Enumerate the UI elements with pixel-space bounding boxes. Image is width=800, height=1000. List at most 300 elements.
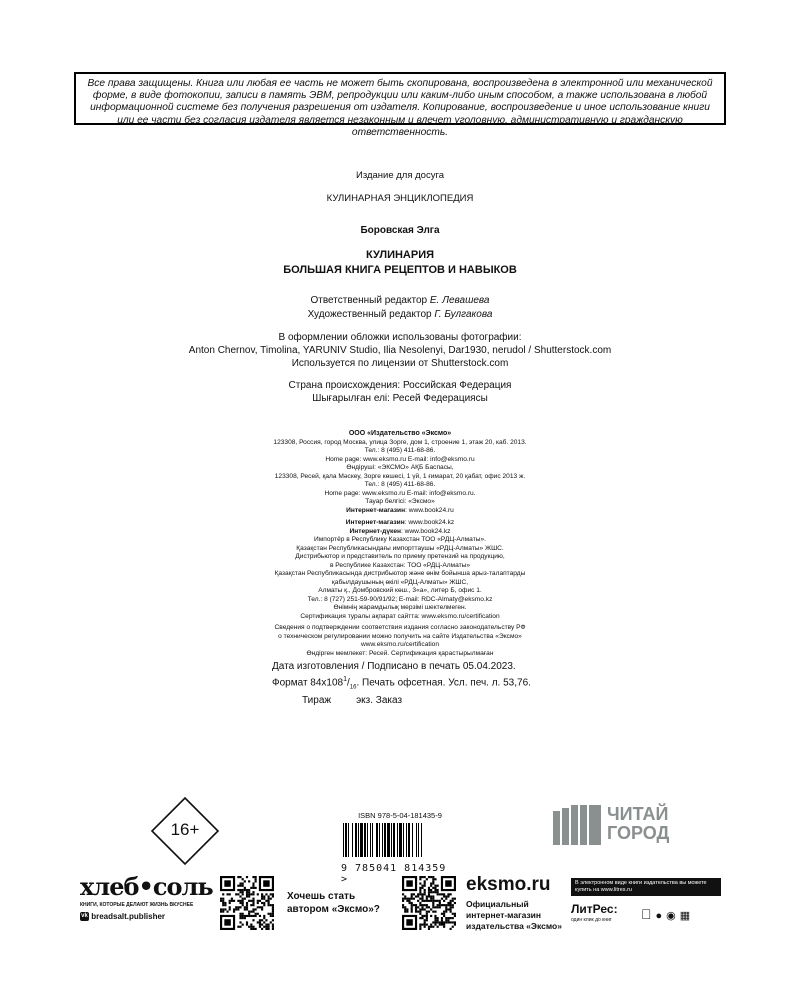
qr-module — [411, 908, 413, 910]
qr-module — [424, 893, 426, 895]
qr-module — [450, 917, 452, 919]
qr-module — [424, 882, 426, 884]
qr-module — [439, 904, 441, 906]
qr-module — [248, 911, 250, 913]
chrome-icon[interactable]: ◉ — [651, 910, 666, 922]
edition-type: Издание для досуга — [355, 170, 444, 181]
qr-module — [263, 926, 265, 928]
qr-module — [259, 921, 261, 923]
qr-module — [250, 893, 252, 895]
qr-module — [437, 891, 439, 893]
qr-module — [252, 891, 254, 893]
qr-module — [250, 926, 252, 928]
qr-module — [224, 880, 230, 886]
qr-module — [447, 921, 449, 923]
qr-module — [242, 913, 244, 915]
qr-module — [272, 919, 274, 921]
qr-module — [252, 908, 254, 910]
barcode-bar — [418, 823, 419, 857]
qr-module — [430, 882, 432, 884]
qr-module — [244, 898, 246, 900]
country-of-origin-kz: Шығарылған елі: Ресей Федерациясы — [312, 393, 488, 404]
qr-module — [229, 906, 231, 908]
imprint-line: Тауар белгісі: «Эксмо» — [365, 498, 435, 505]
qr-module — [261, 908, 263, 910]
qr-module — [452, 906, 454, 908]
qr-module — [428, 895, 430, 897]
qr-module — [411, 904, 413, 906]
qr-module — [233, 908, 235, 910]
qr-module — [246, 908, 248, 910]
hlebsol-tagline: КНИГИ, КОТОРЫЕ ДЕЛАЮТ ЖИЗНЬ ВКУСНЕЕ — [80, 902, 194, 908]
qr-module — [443, 911, 445, 913]
qr-module — [421, 893, 423, 895]
imprint-line: Сертификация туралы ақпарат сайтта: www.eksmo.ru/certification — [300, 612, 500, 620]
barcode-bar — [399, 823, 402, 857]
isbn-number: ISBN 978-5-04-181435-9 — [358, 811, 442, 820]
windows-icon[interactable]: ▦ — [665, 910, 680, 922]
qr-module — [434, 891, 436, 893]
qr-module — [272, 924, 274, 926]
qr-module — [406, 919, 412, 925]
qr-module — [229, 900, 231, 902]
qr-module — [430, 898, 432, 900]
qr-module — [419, 891, 421, 893]
qr-module — [450, 902, 452, 904]
qr-module — [424, 900, 426, 902]
qr-module — [452, 900, 454, 902]
qr-module — [419, 889, 421, 891]
qr-module — [411, 898, 413, 900]
qr-module — [441, 921, 443, 923]
qr-module — [430, 926, 432, 928]
qr-module — [246, 902, 248, 904]
qr-module — [430, 885, 432, 887]
qr-module — [252, 904, 254, 906]
qr-module — [447, 902, 449, 904]
qr-module — [424, 919, 426, 921]
chitai-line2: ГОРОД — [607, 823, 670, 843]
qr-module — [432, 878, 434, 880]
qr-module — [447, 908, 449, 910]
qr-code-icon[interactable] — [220, 876, 274, 930]
qr-module — [419, 882, 421, 884]
qr-module — [445, 911, 447, 913]
qr-module — [252, 885, 254, 887]
qr-module — [402, 898, 404, 900]
imprint-line: Home page: www.eksmo.ru E-mail: info@eksmo.ru — [325, 455, 475, 463]
qr-module — [261, 906, 263, 908]
qr-module — [252, 898, 254, 900]
qr-module — [432, 876, 434, 878]
qr-module — [419, 926, 421, 928]
qr-module — [239, 915, 241, 917]
qr-module — [252, 900, 254, 902]
qr-module — [242, 891, 244, 893]
shop-url: : www.book24.kz — [400, 527, 451, 535]
qr-module — [268, 928, 270, 930]
responsible-editor — [0, 295, 800, 306]
qr-module — [239, 926, 241, 928]
qr-module — [224, 904, 226, 906]
qr-module — [434, 885, 436, 887]
author-name: Боровская Элга — [360, 225, 440, 236]
qr-module — [452, 926, 454, 928]
qr-module — [242, 900, 244, 902]
qr-module — [450, 904, 452, 906]
qr-module — [428, 887, 430, 889]
qr-module — [261, 902, 263, 904]
qr-module — [421, 885, 423, 887]
qr-module — [421, 900, 423, 902]
qr-module — [450, 906, 452, 908]
responsible-editor-name: Е. Левашева — [429, 295, 490, 306]
qr-module — [439, 902, 441, 904]
qr-module — [443, 921, 445, 923]
qr-module — [413, 898, 415, 900]
qr-module — [242, 889, 244, 891]
qr-module — [445, 919, 447, 921]
qr-module — [222, 911, 224, 913]
qr-module — [259, 919, 261, 921]
qr-module — [239, 882, 241, 884]
qr-module — [239, 891, 241, 893]
qr-module — [428, 906, 430, 908]
qr-module — [242, 878, 244, 880]
litres-banner: В электронном виде книги издательства вы можете купить на www.litres.ru — [571, 878, 721, 896]
eksmo-line1: Официальный — [466, 899, 529, 909]
qr-module — [443, 893, 445, 895]
barcode-bar — [397, 823, 398, 857]
imprint-line: Тел.: 8 (495) 411-68-86. — [364, 447, 436, 454]
qr-module — [417, 906, 419, 908]
qr-module — [235, 908, 237, 910]
imprint-line: Өндіруші: «ЭКСМО» АҚБ Баспасы, — [346, 464, 454, 471]
qr-module — [233, 900, 235, 902]
imprint-line: в Республике Казахстан: ТОО «РДЦ-Алматы» — [329, 561, 471, 569]
qr-module — [419, 898, 421, 900]
qr-module — [434, 911, 436, 913]
qr-module — [406, 908, 408, 910]
qr-module — [250, 900, 252, 902]
qr-module — [439, 921, 441, 923]
qr-module — [222, 898, 224, 900]
qr-module — [263, 902, 265, 904]
qr-module — [239, 913, 241, 915]
qr-module — [226, 893, 228, 895]
qr-module — [263, 880, 269, 886]
country-of-origin: Страна происхождения: Российская Федерация — [288, 380, 512, 391]
qr-module — [239, 917, 241, 919]
qr-module — [434, 924, 436, 926]
barcode-bar — [406, 823, 407, 857]
qr-module — [402, 906, 404, 908]
qr-module — [417, 895, 419, 897]
qr-module — [452, 913, 454, 915]
qr-module — [445, 895, 447, 897]
qr-module — [415, 908, 417, 910]
isbn-block — [341, 811, 459, 885]
qr-module — [447, 919, 449, 921]
qr-module — [246, 924, 248, 926]
qr-module — [252, 919, 254, 921]
qr-module — [244, 889, 246, 891]
qr-module — [434, 900, 436, 902]
qr-module — [441, 919, 443, 921]
qr-module — [246, 895, 248, 897]
qr-module — [421, 895, 423, 897]
qr-module — [421, 908, 423, 910]
qr-module — [246, 921, 248, 923]
qr-module — [441, 917, 443, 919]
qr-module — [452, 898, 454, 900]
imprint-line — [250, 528, 550, 537]
qr-module — [242, 924, 244, 926]
barcode-bar — [364, 823, 366, 857]
qr-module — [237, 908, 239, 910]
art-editor-label: Художественный редактор — [307, 309, 432, 320]
qr-module — [222, 908, 224, 910]
barcode-bar — [370, 823, 371, 857]
qr-module — [250, 928, 252, 930]
qr-module — [439, 924, 441, 926]
qr-module — [432, 891, 434, 893]
qr-module — [434, 919, 436, 921]
qr-module — [220, 898, 222, 900]
vk-handle: breadsalt.publisher — [91, 912, 166, 921]
qr-module — [424, 891, 426, 893]
qr-module — [445, 921, 447, 923]
format-suffix: . Печать офсетная. Усл. печ. л. 53,76. — [356, 677, 531, 689]
imprint-line: Тел.: 8 (727) 251-59-90/91/92; E-mail: RDC-Almaty@eksmo.kz — [307, 595, 493, 603]
qr-module — [252, 902, 254, 904]
qr-module — [231, 900, 233, 902]
hlebsol-logo — [80, 872, 213, 932]
qr-module — [252, 882, 254, 884]
qr-module — [426, 904, 428, 906]
qr-module — [255, 876, 257, 878]
qr-module — [220, 908, 222, 910]
qr-module — [261, 928, 263, 930]
qr-module — [261, 893, 263, 895]
qr-module — [434, 917, 436, 919]
imprint-line: 123308, Ресей, қала Мәскеу, Зорге көшесі, 1 үй, 1 ғимарат, 20 қабат, офис 2013 ж. — [274, 472, 526, 480]
qr-module — [270, 915, 272, 917]
barcode-bar — [403, 823, 404, 857]
qr-module — [450, 893, 452, 895]
qr-module — [237, 906, 239, 908]
responsible-editor-label: Ответственный редактор — [310, 295, 428, 306]
barcode-bar — [412, 823, 413, 857]
qr-module — [224, 908, 226, 910]
qr-module — [437, 885, 439, 887]
qr-module — [445, 880, 451, 886]
qr-module — [432, 887, 434, 889]
qr-module — [454, 913, 456, 915]
qr-module — [248, 915, 250, 917]
qr-module — [445, 908, 447, 910]
qr-module — [259, 900, 261, 902]
qr-module — [248, 893, 250, 895]
imprint-block — [250, 430, 550, 658]
qr-module — [415, 904, 417, 906]
qr-module — [268, 926, 270, 928]
qr-module — [454, 898, 456, 900]
qr-module — [255, 928, 257, 930]
qr-module — [272, 893, 274, 895]
barcode-bar — [358, 823, 359, 857]
qr-module — [428, 876, 430, 878]
android-icon[interactable]: ● — [641, 910, 652, 922]
qr-module — [415, 906, 417, 908]
qr-module — [430, 895, 432, 897]
qr-module — [239, 895, 241, 897]
qr-code-icon[interactable] — [402, 876, 456, 930]
qr-module — [248, 926, 250, 928]
barcode-bar — [421, 823, 422, 857]
qr-module — [443, 913, 445, 915]
qr-module — [404, 898, 406, 900]
qr-module — [417, 911, 419, 913]
author-invite-line2: автором «Эксмо»? — [287, 904, 380, 915]
qr-module — [432, 882, 434, 884]
qr-module — [434, 915, 436, 917]
qr-module — [250, 911, 252, 913]
qr-module — [430, 900, 432, 902]
qr-module — [430, 876, 432, 878]
qr-module — [263, 915, 265, 917]
qr-module — [432, 921, 434, 923]
qr-module — [239, 900, 241, 902]
qr-module — [424, 921, 426, 923]
shop-url: : www.book24.kz — [404, 519, 455, 526]
qr-module — [248, 880, 250, 882]
qr-module — [426, 917, 428, 919]
qr-module — [426, 911, 428, 913]
qr-module — [419, 911, 421, 913]
qr-module — [237, 885, 239, 887]
qr-module — [450, 921, 452, 923]
qr-module — [419, 902, 421, 904]
qr-module — [432, 898, 434, 900]
qr-module — [255, 878, 257, 880]
qr-module — [248, 913, 250, 915]
qr-module — [432, 895, 434, 897]
barcode-bar — [360, 823, 363, 857]
qr-module — [265, 926, 267, 928]
qr-module — [419, 904, 421, 906]
qr-module — [413, 893, 415, 895]
qr-module — [242, 893, 244, 895]
qr-module — [257, 900, 259, 902]
qr-module — [419, 917, 421, 919]
app-store-icons — [641, 906, 694, 922]
qr-module — [239, 885, 241, 887]
qr-module — [437, 904, 439, 906]
qr-module — [268, 913, 270, 915]
qr-module — [244, 880, 246, 882]
qr-module — [248, 891, 250, 893]
qr-module — [255, 915, 257, 917]
qr-module — [272, 906, 274, 908]
qr-module — [272, 928, 274, 930]
book-title: КУЛИНАРИЯ — [365, 249, 435, 261]
qr-module — [454, 902, 456, 904]
eksmo-shop — [466, 874, 562, 934]
qr-module — [257, 906, 259, 908]
apple-icon[interactable] — [641, 906, 656, 922]
qr-module — [406, 898, 408, 900]
qr-module — [229, 908, 231, 910]
qr-module — [426, 900, 428, 902]
qr-module — [450, 928, 452, 930]
qr-module — [224, 902, 226, 904]
qr-module — [268, 904, 270, 906]
photo-credits: Anton Chernov, Timolina, YARUNIV Studio, Ilia Nesolenyi, Dar1930, nerudol / Shutterstock.com — [188, 345, 612, 356]
qr-module — [443, 904, 445, 906]
qr-module — [437, 900, 439, 902]
qr-module — [239, 876, 241, 878]
qr-module — [421, 898, 423, 900]
license-note: Используется по лицензии от Shutterstock.com — [291, 358, 509, 369]
barcode-bar — [372, 823, 373, 857]
qr-module — [419, 913, 421, 915]
qr-module — [220, 900, 222, 902]
qr-module — [454, 924, 456, 926]
format-num: 1 — [343, 676, 348, 683]
qr-module — [237, 889, 239, 891]
eksmo-site: eksmo.ru — [466, 874, 551, 895]
qr-module — [432, 900, 434, 902]
qr-module — [239, 906, 241, 908]
photo-credits-heading: В оформлении обложки использованы фотографии: — [278, 332, 522, 343]
qr-module — [270, 921, 272, 923]
qr-module — [244, 908, 246, 910]
qr-module — [439, 906, 441, 908]
format-prefix: Формат 84x108 — [272, 677, 344, 689]
publisher-name: ООО «Издательство «Эксмо» — [348, 430, 452, 437]
qr-module — [404, 895, 406, 897]
qr-module — [265, 928, 267, 930]
qr-module — [441, 893, 443, 895]
qr-module — [426, 898, 428, 900]
qr-module — [263, 921, 265, 923]
qr-module — [246, 904, 248, 906]
qr-module — [430, 891, 432, 893]
qr-module — [411, 902, 413, 904]
qr-module — [259, 906, 261, 908]
imprint-line: Импортёр в Республику Казахстан ТОО «РДЦ-Алматы». — [314, 536, 486, 543]
qr-module — [411, 893, 413, 895]
qr-module — [255, 887, 257, 889]
qr-module — [252, 915, 254, 917]
barcode-bar — [345, 823, 347, 857]
barcode-bar — [382, 823, 383, 857]
qr-module — [443, 926, 445, 928]
qr-module — [447, 917, 449, 919]
qr-module — [426, 878, 428, 880]
qr-module — [246, 889, 248, 891]
barcode-bar — [393, 823, 395, 857]
qr-module — [242, 915, 244, 917]
imprint-line: Тел.: 8 (495) 411-68-86. — [364, 481, 436, 488]
qr-module — [257, 913, 259, 915]
qr-module — [426, 919, 428, 921]
qr-module — [445, 906, 447, 908]
qr-module — [424, 908, 426, 910]
qr-module — [268, 898, 270, 900]
qr-module — [252, 887, 254, 889]
